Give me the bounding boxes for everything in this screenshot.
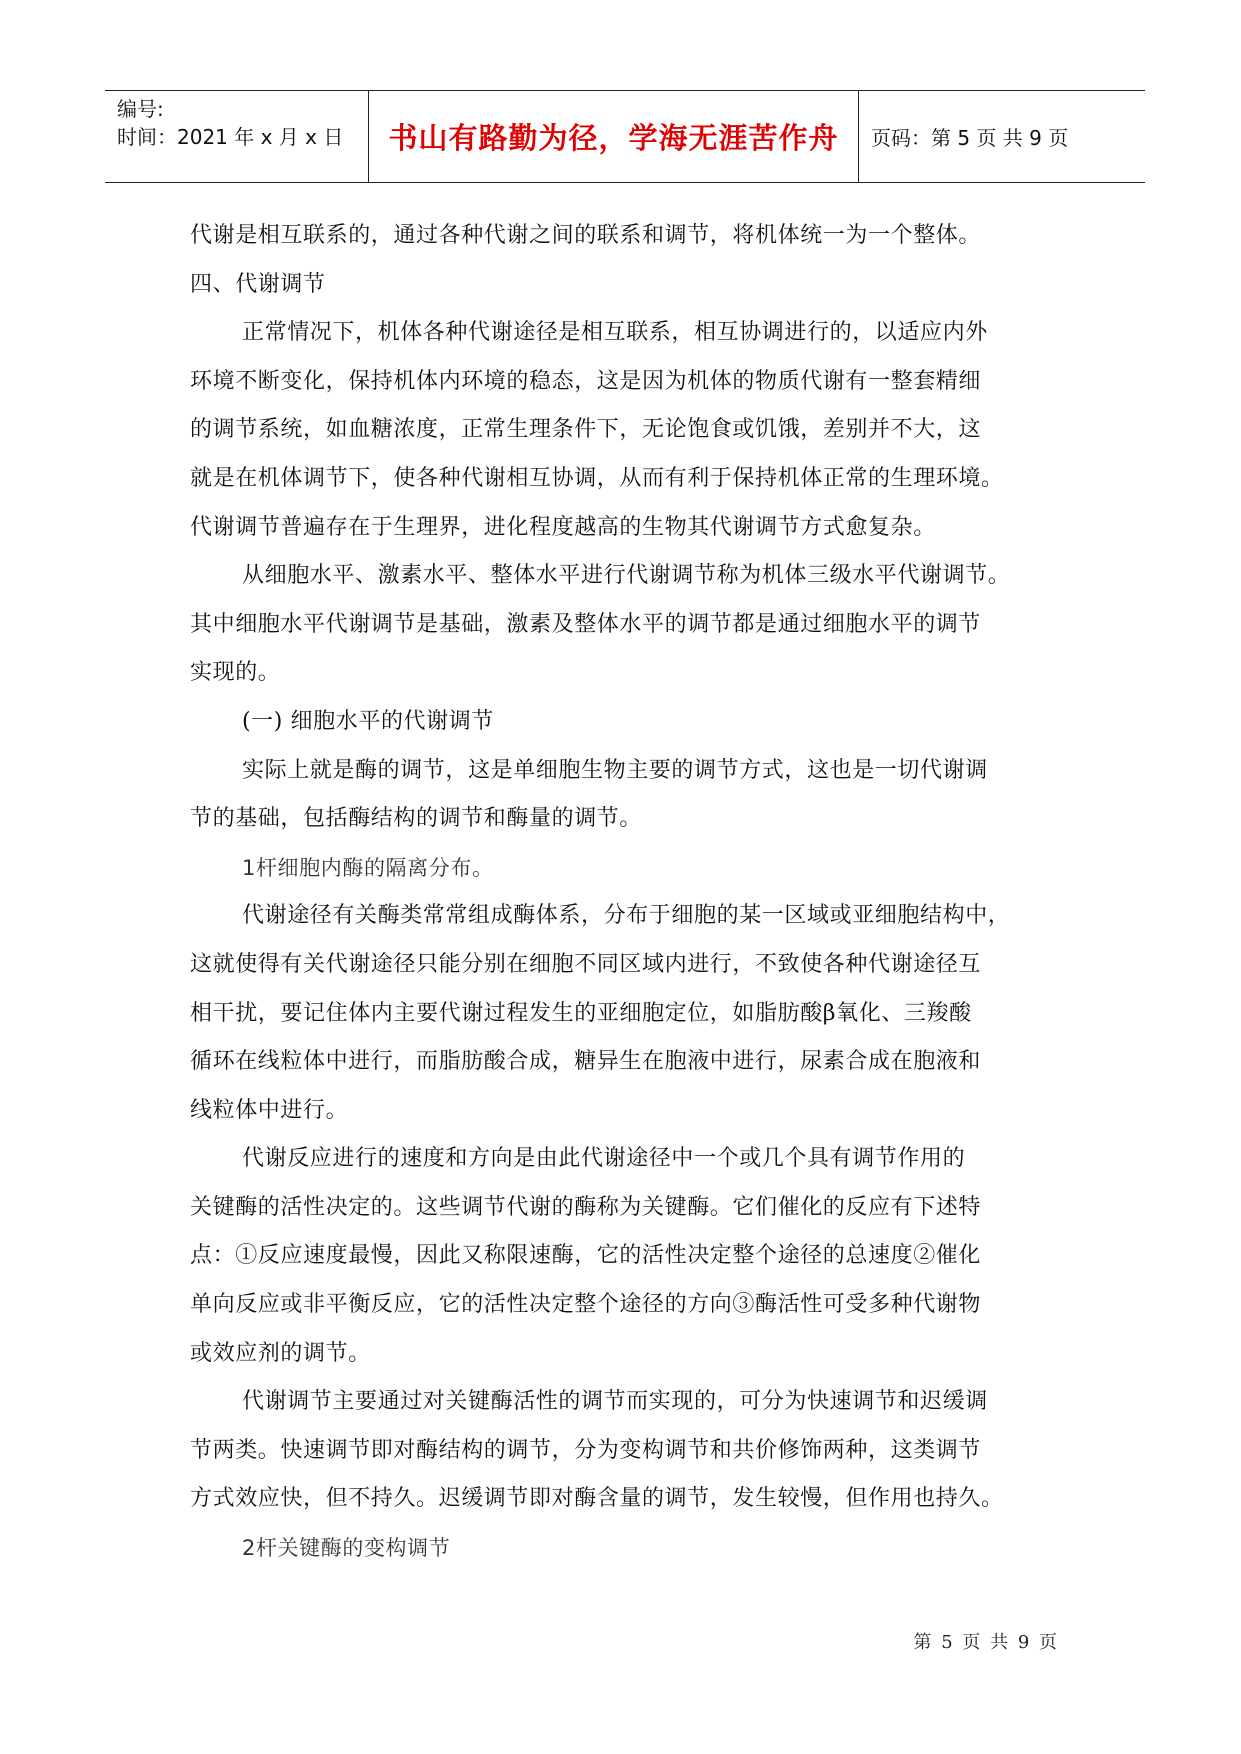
motto-text: 书山有路勤为径，学海无涯苦作舟 (388, 121, 839, 155)
text-line: 单向反应或非平衡反应，它的活性决定整个途径的方向③酶活性可受多种代谢物 (190, 1292, 982, 1318)
header-meta-cell (105, 91, 369, 182)
text-line: 其中细胞水平代谢调节是基础，激素及整体水平的调节都是通过细胞水平的调节 (190, 611, 982, 637)
text-line: 循环在线粒体中进行，而脂肪酸合成，糖异生在胞液中进行，尿素合成在胞液和 (190, 1049, 982, 1075)
serial-label: 编号: (117, 97, 164, 121)
page-footer: 第 5 页 共 9 页 (913, 1632, 1059, 1653)
header-page-info: 页码：第 5 页 共 9 页 (871, 126, 1069, 150)
text-line: 实现的。 (190, 660, 281, 686)
text-line: 线粒体中进行。 (190, 1097, 349, 1123)
text-line: 四、代谢调节 (190, 271, 326, 297)
text-line: 这就使得有关代谢途径只能分别在细胞不同区域内进行，不致使各种代谢途径互 (190, 951, 982, 977)
text-line: 代谢调节普遍存在于生理界，进化程度越高的生物其代谢调节方式愈复杂。 (190, 514, 936, 540)
text-line: (一) 细胞水平的代谢调节 (242, 708, 494, 734)
text-line: 正常情况下，机体各种代谢途径是相互联系，相互协调进行的，以适应内外 (242, 320, 988, 346)
text-line: 或效应剂的调节。 (190, 1340, 371, 1366)
text-line: 相干扰，要记住体内主要代谢过程发生的亚细胞定位，如脂肪酸β氧化、三羧酸 (190, 1000, 972, 1026)
text-line: 2杆关键酶的变构调节 (242, 1536, 451, 1561)
text-line: 节的基础，包括酶结构的调节和酶量的调节。 (190, 806, 643, 832)
text-line: 代谢调节主要通过对关键酶活性的调节而实现的，可分为快速调节和迟缓调 (242, 1389, 988, 1415)
date-label: 时间：2021 年 x 月 x 日 (117, 125, 344, 149)
header-motto-cell (369, 91, 859, 182)
page-header (105, 90, 1145, 183)
text-line: 代谢途径有关酶类常常组成酶体系，分布于细胞的某一区域或亚细胞结构中， (242, 903, 1011, 929)
text-line: 点：①反应速度最慢，因此又称限速酶，它的活性决定整个途径的总速度②催化 (190, 1243, 982, 1269)
text-line: 方式效应快，但不持久。迟缓调节即对酶含量的调节，发生较慢，但作用也持久。 (190, 1486, 1004, 1512)
header-page-cell (859, 91, 1145, 182)
text-line: 代谢是相互联系的，通过各种代谢之间的联系和调节，将机体统一为一个整体。 (190, 223, 982, 248)
text-line: 从细胞水平、激素水平、整体水平进行代谢调节称为机体三级水平代谢调节。 (242, 563, 1011, 589)
text-line: 的调节系统，如血糖浓度，正常生理条件下，无论饱食或饥饿，差别并不大，这 (190, 417, 982, 443)
text-line: 1杆细胞内酶的隔离分布。 (242, 855, 494, 880)
text-line: 代谢反应进行的速度和方向是由此代谢途径中一个或几个具有调节作用的 (242, 1146, 966, 1172)
text-line: 就是在机体调节下，使各种代谢相互协调，从而有利于保持机体正常的生理环境。 (190, 465, 1004, 491)
document-body (190, 212, 1058, 1573)
text-line: 环境不断变化，保持机体内环境的稳态，这是因为机体的物质代谢有一整套精细 (190, 368, 982, 394)
text-line: 关键酶的活性决定的。这些调节代谢的酶称为关键酶。它们催化的反应有下述特 (190, 1194, 982, 1220)
text-line: 节两类。快速调节即对酶结构的调节，分为变构调节和共价修饰两种，这类调节 (190, 1437, 982, 1463)
text-line: 实际上就是酶的调节，这是单细胞生物主要的调节方式，这也是一切代谢调 (242, 757, 988, 783)
